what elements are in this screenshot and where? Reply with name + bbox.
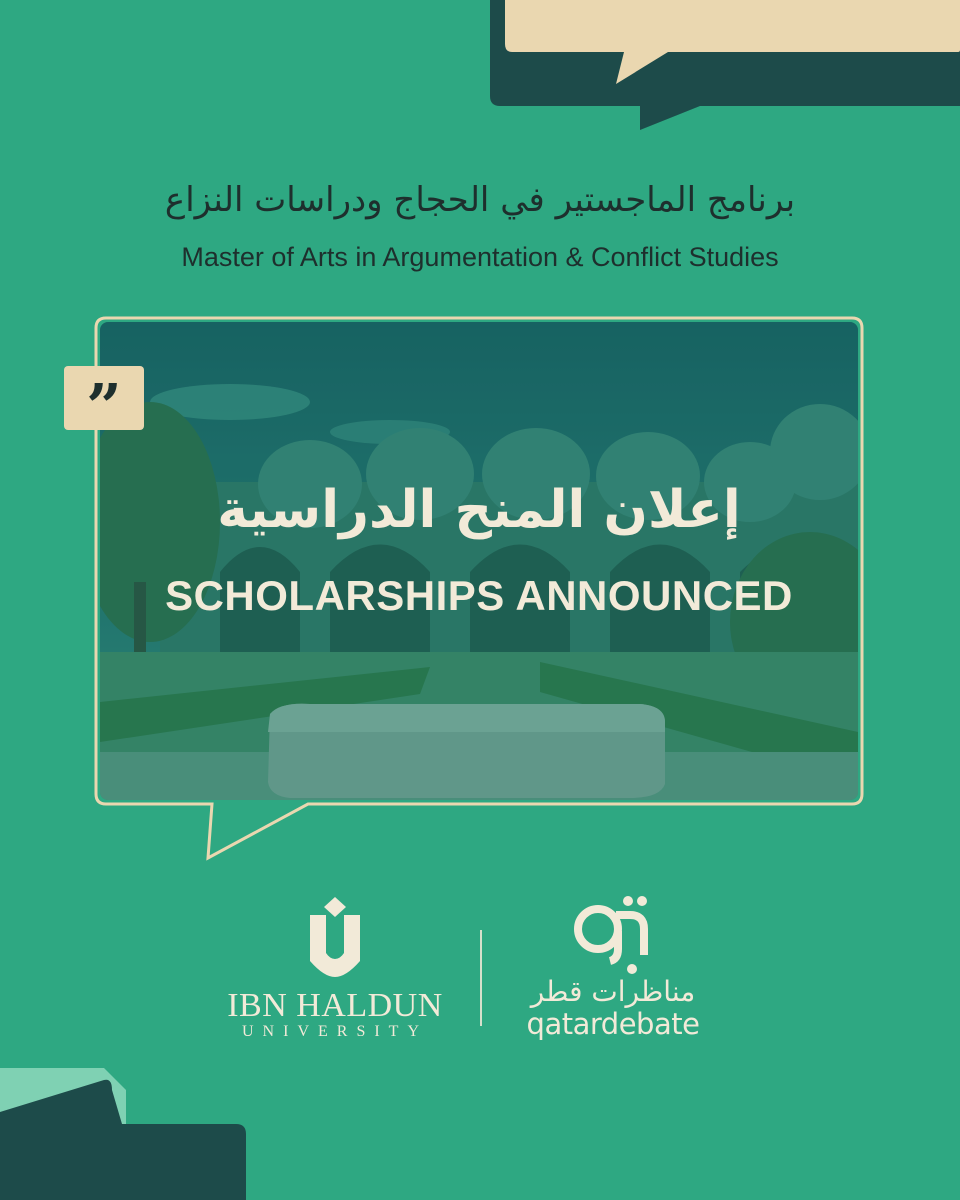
scholarship-headline-english: SCHOLARSHIPS ANNOUNCED bbox=[165, 572, 793, 619]
qatar-debate-emblem-icon bbox=[570, 895, 662, 975]
qatar-debate-name-english: qatardebate bbox=[526, 1007, 700, 1041]
quote-icon: ” bbox=[64, 366, 144, 430]
ibn-haldun-subtitle: UNIVERSITY bbox=[242, 1023, 428, 1040]
program-title-arabic: برنامج الماجستير في الحجاج ودراسات النزاع bbox=[164, 180, 796, 220]
ibn-haldun-emblem-icon bbox=[306, 895, 364, 977]
qatar-debate-logo bbox=[508, 895, 718, 1045]
scholarship-headline-arabic: إعلان المنح الدراسية bbox=[217, 480, 741, 540]
logo-divider bbox=[480, 930, 482, 1026]
program-title-english: Master of Arts in Argumentation & Conflict Studies bbox=[181, 242, 779, 272]
ibn-haldun-name: IBN HALDUN bbox=[227, 987, 443, 1024]
courtyard-photo bbox=[100, 322, 858, 800]
ibn-haldun-logo bbox=[222, 895, 448, 1045]
qatar-debate-name-arabic: مناظرات قطر bbox=[530, 975, 696, 1008]
